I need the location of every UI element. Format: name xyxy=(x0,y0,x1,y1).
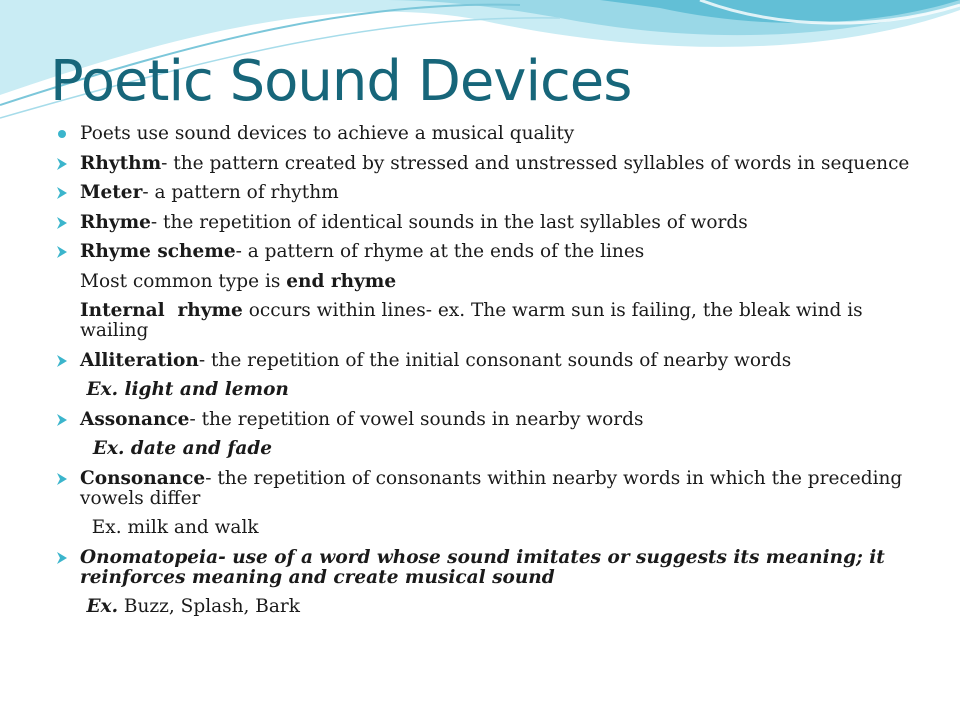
line-text: Poets use sound devices to achieve a musical quality xyxy=(80,123,575,144)
line-text: Meter xyxy=(80,182,143,203)
bullet-item xyxy=(50,242,910,262)
dot-icon xyxy=(53,124,71,144)
arrow-icon xyxy=(53,548,71,568)
line-text: occurs within lines- ex. The warm sun is failing, the bleak wind is wailing xyxy=(80,300,869,341)
arrow-icon xyxy=(53,154,71,174)
sub-line xyxy=(50,301,910,341)
bullet-item xyxy=(50,548,910,588)
line-text: - the repetition of identical sounds in the last syllables of words xyxy=(150,211,748,233)
line-text: Alliteration xyxy=(80,349,199,371)
arrow-icon xyxy=(53,242,71,262)
line-text: Buzz, Splash, Bark xyxy=(118,596,300,617)
slide-body xyxy=(50,124,910,627)
line-text: Rhyme scheme xyxy=(80,241,236,262)
line-text: Ex. light and lemon xyxy=(80,379,289,400)
line-text: Ex. date and fade xyxy=(80,438,273,459)
line-text: - the repetition of consonants within nearby words in which the preceding vowels differ xyxy=(80,467,909,509)
line-text: - a pattern of rhyme at the ends of the lines xyxy=(235,241,645,262)
line-text: Rhyme xyxy=(80,211,151,233)
line-text: end rhyme xyxy=(286,270,397,292)
line-text: Internal rhyme xyxy=(80,300,243,321)
arrow-icon xyxy=(53,469,71,489)
sub-line xyxy=(50,380,910,400)
line-text: Consonance xyxy=(80,467,206,489)
bullet-item xyxy=(50,213,910,233)
line-text: Ex. milk and walk xyxy=(80,517,259,538)
sub-line xyxy=(50,597,910,617)
arrow-icon xyxy=(53,213,71,233)
bullet-item xyxy=(50,124,910,144)
line-text: Onomatopeia- use of a word whose sound imitates or suggests its meaning; it reinforces meaning and create musical sound xyxy=(80,546,892,588)
line-text: Ex. xyxy=(80,596,119,617)
arrow-icon xyxy=(53,351,71,371)
bullet-item xyxy=(50,469,910,509)
sub-line xyxy=(50,272,910,292)
bullet-item xyxy=(50,410,910,430)
line-text: - a pattern of rhythm xyxy=(142,182,339,203)
slide-title: Poetic Sound Devices xyxy=(50,49,632,114)
line-text: Most common type is xyxy=(80,270,287,292)
line-text: - the repetition of the initial consonant sounds of nearby words xyxy=(198,349,792,371)
arrow-icon xyxy=(53,410,71,430)
bullet-item xyxy=(50,154,910,174)
line-text: Rhythm xyxy=(80,152,162,174)
sub-line xyxy=(50,518,910,538)
bullet-item xyxy=(50,183,910,203)
bullet-item xyxy=(50,351,910,371)
line-text: - the repetition of vowel sounds in nearby words xyxy=(189,408,644,430)
sub-line xyxy=(50,439,910,459)
line-text: - the pattern created by stressed and unstressed syllables of words in sequence xyxy=(161,152,910,174)
line-text: Assonance xyxy=(80,408,190,430)
arrow-icon xyxy=(53,183,71,203)
